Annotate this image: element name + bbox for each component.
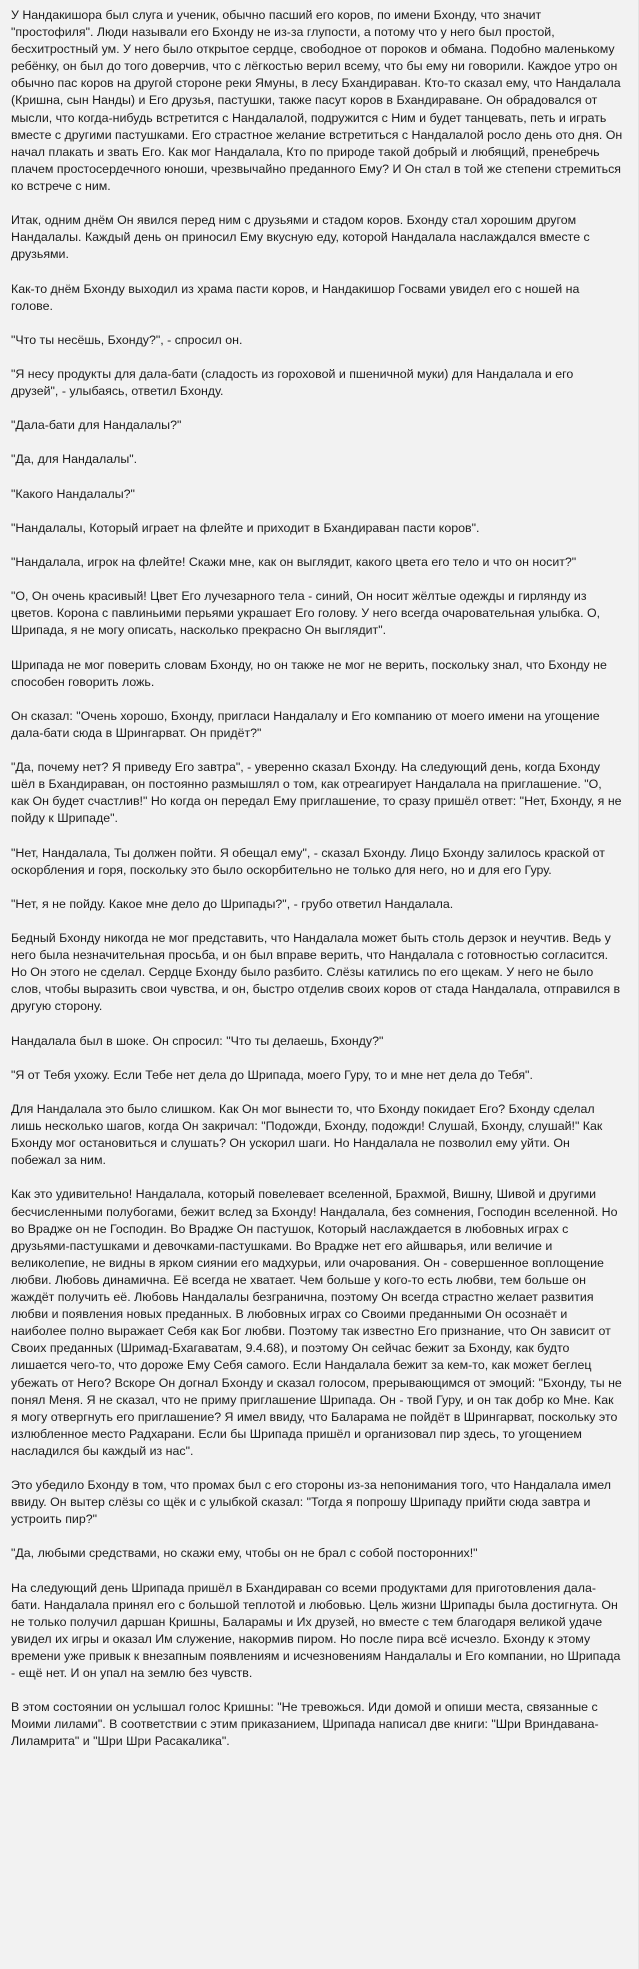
paragraph: "Нандалалы, Который играет на флейте и приходит в Бхандираван пасти коров". — [11, 520, 480, 535]
paragraph: "Да, любыми средствами, но скажи ему, чтобы он не брал с собой посторонних!" — [11, 1546, 478, 1561]
paragraph: "Я от Тебя ухожу. Если Тебе нет дела до Шрипада, моего Гуру, то и мне нет дела до Тебя". — [11, 1067, 533, 1082]
paragraph: "Нет, Нандалала, Ты должен пойти. Я обещал ему", - сказал Бхонду. Лицо Бхонду залилось краской от оскорбления и горя, поскольку это было оскорбительно не только для него, но и для его Гуру. — [11, 845, 605, 877]
paragraph: Как-то днём Бхонду выходил из храма пасти коров, и Нандакишор Госвами увидел его с ношей на голове. — [11, 281, 580, 313]
paragraph: На следующий день Шрипада пришёл в Бхандираван со всеми продуктами для приготовления дала-бати. Нандалала принял его с большой теплотой и любовью. Цель жизни Шрипады была достигнута. Он не только получил даршан Кришны, Баларамы и Их друзей, но вместе с тем благодаря великой удаче увидел их игры и оказал Им служение, накормив пиром. Но после пира всё исчезло. Бхонду к этому времени уже привык к внезапным появлениям и исчезновениям Нандалалы и Его компании, но Шрипада - ещё нет. И он упал на землю без чувств. — [11, 1580, 621, 1681]
paragraph: Итак, одним днём Он явился перед ним с друзьями и стадом коров. Бхонду стал хорошим другом Нандалалы. Каждый день он приносил Ему вкусную еду, которой Нандалала наслаждался вместе с друзьями. — [11, 213, 590, 262]
paragraph: Он сказал: "Очень хорошо, Бхонду, пригласи Нандалалу и Его компанию от моего имени на угощение дала-бати сюда в Шрингарват. Он придёт?" — [11, 708, 600, 740]
paragraph: Для Нандалала это было слишком. Как Он мог вынести то, что Бхонду покидает Его? Бхонду сделал лишь несколько шагов, когда Он закричал: "Подожди, Бхонду, подожди! Слушай, Бхонду, слушай!" Как Бхонду мог остановиться и слушать? Он ускорил шаги. Но Нандалала не позволил ему уйти. Он побежал за ним. — [11, 1102, 603, 1168]
paragraph: "Нет, я не пойду. Какое мне дело до Шрипады?", - грубо ответил Нандалала. — [11, 896, 454, 911]
paragraph: В этом состоянии он услышал голос Кришны: "Не тревожься. Иди домой и опиши места, связанные с Моими лилами". В соответствии с этим приказанием, Шрипада написал две книги: "Шри Вриндавана-Лиламрита" и "Шри Шри Расакалика". — [11, 1700, 599, 1749]
paragraph: "Я несу продукты для дала-бати (сладость из гороховой и пшеничной муки) для Нандалала и его друзей", - улыбаясь, ответил Бхонду. — [11, 366, 574, 399]
paragraph: "Да, для Нандалалы". — [11, 452, 138, 467]
paragraph: "Что ты несёшь, Бхонду?", - спросил он. — [11, 332, 243, 347]
paragraph: "Какого Нандалалы?" — [11, 486, 135, 501]
paragraph: У Нандакишора был слуга и ученик, обычно пасший его коров, по имени Бхонду, что значит "простофиля". Люди называли его Бхонду не из-за глупости, а потому что у него был простой, бесхитростный ум. У него было открытое сердце, свободное от пороков и обмана. Подобно маленькому ребёнку, он был до того доверчив, что с лёгкостью верил всему, что бы ему ни говорили. Каждое утро он обычно пас коров на другой стороне реки Ямуны, в лесу Бхандираван. Кто-то сказал ему, что Нандалала (Кришна, сын Нанды) и Его друзья, пастушки, также пасут коров в Бхандираване. Он обрадовался от мысли, что когда-нибудь встретится с Нандалалой, подружится с Ним и будет танцевать, петь и играть вместе с другими пастушками. Его страстное желание встретиться с Нандалалой росло день ото дня. Он начал плакать и звать Его. Как мог Нандалала, Кто по природе такой добрый и любящий, пренебречь плачем простосердечного юноши, чрезвычайно преданного Ему? И Он стал в той же степени стремиться ко встрече с ним. — [11, 8, 623, 193]
article-body — [11, 7, 623, 1751]
paragraph: Шрипада не мог поверить словам Бхонду, но он также не мог не верить, поскольку знал, что Бхонду не способен говорить ложь. — [11, 657, 607, 689]
paragraph: "Да, почему нет? Я приведу Его завтра", - уверенно сказал Бхонду. На следующий день, когда Бхонду шёл в Бхандираван, он постоянно размышлял о том, как отреагирует Нандалала на приглашение. "О, как Он будет счастлив!" Но когда он передал Ему приглашение, то сразу пришёл ответ: "Нет, Бхонду, я не пойду к Шрипаде". — [11, 760, 622, 826]
paragraph: "Нандалала, игрок на флейте! Скажи мне, как он выглядит, какого цвета его тело и что он носит?" — [11, 555, 577, 569]
paragraph: "О, Он очень красивый! Цвет Его лучезарного тела - синий, Он носит жёлтые одежды и гирлянду из цветов. Корона с павлиньими перьями украшает Его голову. У него всегда очаровательная улыбка. О, Шрипада, я не могу описать, насколько прекрасно Он выглядит". — [11, 589, 601, 638]
paragraph: "Дала-бати для Нандалалы?" — [11, 418, 182, 433]
paragraph: Это убедило Бхонду в том, что промах был с его стороны из-за непонимания того, что Нандалала имел ввиду. Он вытер слёзы со щёк и с улыбкой сказал: "Тогда я попрошу Шрипаду прийти сюда завтра и устроить пир?" — [11, 1478, 612, 1527]
paragraph: Бедный Бхонду никогда не мог представить, что Нандалала может быть столь дерзок и неучтив. Ведь у него была незначительная просьба, и он был вправе верить, что Нандалала с готовностью согласится. Но Он этого не сделал. Сердце Бхонду было разбито. Слёзы катились по его щекам. У него не было слов, чтобы выразить свои чувства, и он, быстро отделив своих коров от стада Нандалала, отправился в другую сторону. — [11, 931, 621, 1014]
paragraph: Нандалала был в шоке. Он спросил: "Что ты делаешь, Бхонду?" — [11, 1033, 384, 1048]
paragraph: Как это удивительно! Нандалала, который повелевает вселенной, Брахмой, Вишну, Шивой и другими бесчисленными полубогами, бежит вслед за Бхонду! Нандалала, без сомнения, Господин вселенной. Но во Врадже он не Господин. Во Врадже Он пастушок, Который наслаждается в любовных играх с друзьями-пастушками и девочками-пастушками. Во Врадже нет его айшварья, или величие и великолепие, не видны в ярком сиянии его мадхурьи, или очарования. Он - совершенное воплощение любви. Любовь динамична. Её всегда не хватает. Чем больше у кого-то есть любви, тем больше он жаждёт получить её. Любовь Нандалалы безгранична, поэтому Он всегда страстно желает развития любви и появления новых преданных. В любовных играх со Своими преданными Он осознаёт и наиболее полно выражает Себя как Бог любви. Поэтому так известно Его признание, что Он зависит от Своих преданных (Шримад-Бхагаватам, 9.4.68), и поэтому Он сейчас бежит за Бхонду, как будто лишается чего-то, что дороже Ему Себя самого. Если Нандалала бежит за кем-то, как может беглец убежать от Него? Вскоре Он догнал Бхонду и сказал голосом, прерывающимся от эмоций: "Бхонду, ты не понял Меня. Я не сказал, что не приму приглашение Шрипада. Он - твой Гуру, и он так добр ко Мне. Как я могу отвергнуть его приглашение? Я имел ввиду, что Баларама не пойдёт в Шрингарват, поскольку это излюбленное место Радхарани. Если бы Шрипада пришёл и организовал пир здесь, то угощением насладился бы каждый из нас". — [11, 1187, 622, 1458]
